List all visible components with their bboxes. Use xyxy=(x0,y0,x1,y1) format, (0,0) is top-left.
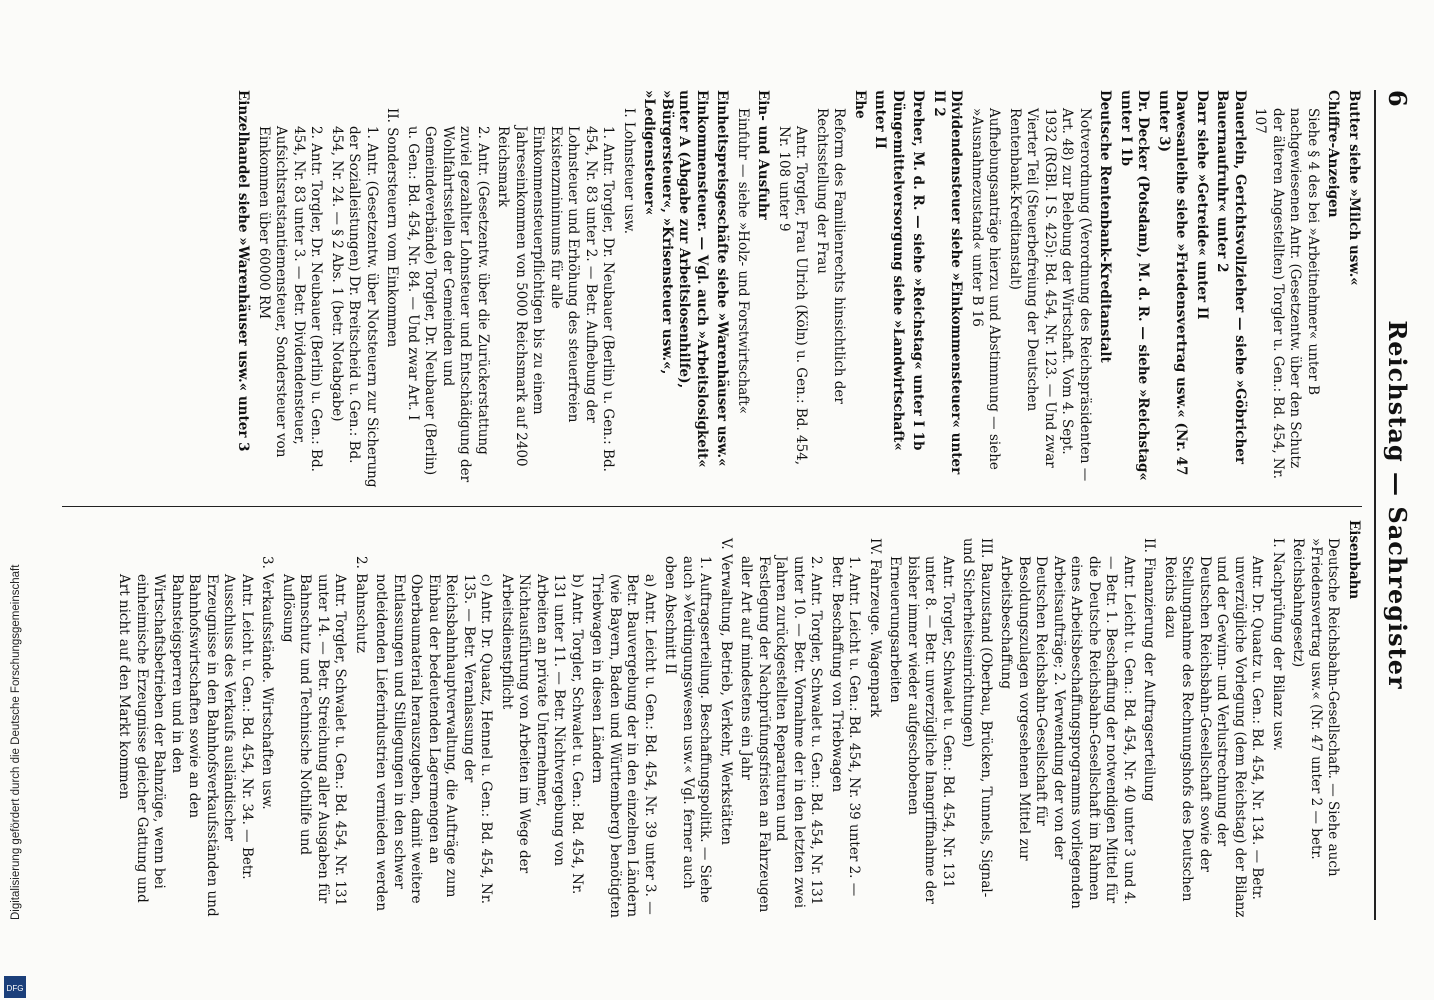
column-separator xyxy=(62,506,1362,507)
left-column-entry: Deutsche Rentenbank-Kreditanstalt xyxy=(1097,90,1114,363)
right-column-entry: III. Bauzustand (Oberbau, Brücken, Tunnels, Signal- und Sicherheitseinrichtungen) xyxy=(960,538,994,898)
left-column-entry: I. Lohnsteuer usw. xyxy=(621,108,637,235)
right-column-entry: b) Antr. Torgler, Schwalet u. Gen.: Bd. 454, Nr. 131 unter 11. — Betr. Nichtvergebung von Arbeiten an private Unternehmer, Nichtausführung von Arbeiten im Wege der Arbeitsdienstpflicht xyxy=(499,574,585,895)
left-column xyxy=(231,90,1362,490)
page-number: 6 xyxy=(1383,90,1412,107)
right-column xyxy=(112,520,1362,920)
right-column-entry: IV. Fahrzeuge. Wagenpark xyxy=(867,538,883,718)
left-column-entry: Dawesanleihe siehe »Friedensvertrag usw.« (Nr. 47 unter 3) xyxy=(1156,90,1190,476)
left-column-entry: Einkommensteuer. — Vgl. auch »Arbeitslosigkeit« unter A (Abgabe zur Arbeitslosenhilfe), »Bürgersteuer«, »Krisensteuer usw.«, »Ledigensteuer« xyxy=(641,90,710,468)
left-column-entry: Düngemittelversorgung siehe »Landwirtschaft« unter II xyxy=(872,90,906,451)
left-column-entry: Ehe xyxy=(852,90,868,119)
left-column-entry: Dr. Decker (Potsdam), M. d. R. — siehe »Reichstag« unter I 1b xyxy=(1118,90,1152,481)
left-column-entry: II. Sondersteuern vom Einkommen xyxy=(384,108,401,348)
left-column-entry: Dauerlein, Gerichtsvollzieher — siehe »Göbricher Bauernaufruhr« unter 2 xyxy=(1214,90,1248,464)
right-column-entry: 2. Antr. Torgler, Schwalet u. Gen.: Bd. 454, Nr. 131 unter 10. — Betr. Vornahme der in den letzten zwei Jahren zurückgestellten Reparaturen und Festlegung der Nachprüfungsfristen an Fahrzeugen aller Art auf mindestens ein Jahr xyxy=(738,556,825,913)
right-column-entry: 1. Auftragserteilung. Beschaffungspolitik. — Siehe auch »Verdingungswesen usw.« Vgl. ferner auch oben Abschnitt II xyxy=(662,556,714,903)
right-column-entry: Antr. Torgler, Schwalet u. Gen.: Bd. 454, Nr. 131 unter 8. — Betr. unverzügliche Inangriffnahme der bisher immer wieder aufgeschobenen Erneuerungsarbeiten xyxy=(887,556,956,904)
right-column-entry: Antr. Leicht u. Gen.: Bd. 454, Nr. 40 unter 3 und 4. — Betr. 1. Beschaffung der notwendigen Mittel für die Deutsche Reichsbahn-Gesellschaft im Rahmen eines Arbeitsbeschaffungsprogramms vorliegenden Arbeitsaufträge; 2. Verwendung der von der Deutschen Reichsbahn-Gesellschaft für Besoldungszulagen vorgesehenen Mittel zur Arbeitsbeschaffung xyxy=(998,556,1137,909)
left-column-entry: Einfuhr — siehe »Holz- und Forstwirtschaft« xyxy=(735,108,751,414)
left-column-entry: Notverordnung (Verordnung des Reichspräsidenten — Art. 48) zur Belebung der Wirtschaft. Vom 4. Sept. 1932 (RGBl. I S. 425): Bd. 454, Nr. 123. — Und zwar Vierter Teil (Steuerbefreiung der Deutschen Rentenbank-Kreditanstalt) xyxy=(1007,108,1093,482)
left-column-entry: Reform des Familienrechts hinsichtlich der Rechtsstellung der Frau xyxy=(814,108,848,404)
page-title: Reichstag — Sachregister xyxy=(1383,320,1412,690)
left-column-entry: Chiffre-Anzeigen xyxy=(1325,90,1342,218)
right-column-entry: I. Nachprüfung der Bilanz usw. xyxy=(1270,538,1286,752)
right-column-entry: 3. Verkaufsstände. Wirtschaften usw. xyxy=(259,556,276,810)
dfg-credit-bar xyxy=(0,930,36,1000)
left-column-entry: Aufhebungsanträge hierzu und Abstimmung — siehe »Ausnahmezustand« unter B 16 xyxy=(969,108,1003,470)
left-column-entry: 1. Antr. (Gesetzentw. über Notsteuern zur Sicherung der Sozialleistungen) Dr. Breitscheid u. Gen.: Bd. 454, Nr. 24. — § 2 Abs. 1 (betr. Notabgabe) xyxy=(329,126,380,488)
left-column-entry: Einzelhandel siehe »Warenhäuser usw.« unter 3 xyxy=(235,90,252,452)
page-header xyxy=(1378,90,1418,920)
dfg-logo-icon xyxy=(4,976,26,998)
left-column-entry: Einheitspreisgeschäfte siehe »Warenhäuser usw.« xyxy=(714,90,731,467)
right-column-entry: Antr. Dr. Quaatz u. Gen.: Bd. 454, Nr. 134. — Betr. unverzügliche Vorlegung (dem Reichstag) der Bilanz und der Gewinn- und Verlustrechnung der Deutschen Reichsbahn-Gesellschaft sowie der Stellungnahme des Rechnungshofs des Deutschen Reichs dazu xyxy=(1162,556,1266,918)
right-column-entry: 2. Bahnschutz xyxy=(353,556,369,653)
footer-credit: Digitalisierung gefördert durch die Deutsche Forschungsgemeinschaft xyxy=(10,564,22,920)
right-column-entry: a) Antr. Leicht u. Gen.: Bd. 454, Nr. 39 unter 3. — Betr. Bauvergebung der in den einzelnen Ländern (wie Bayern, Baden und Württemberg) benötigten Triebwagen in diesen Ländern xyxy=(589,574,658,918)
header-rule xyxy=(1374,90,1376,920)
left-column-entry: Dreher, M. d. R. — siehe »Reichstag« unter I 1b xyxy=(910,90,927,451)
left-column-entry: Ein- und Ausfuhr xyxy=(755,90,772,220)
right-column-entry: II. Finanzierung der Auftragserteilung xyxy=(1141,538,1158,802)
left-column-entry: 2. Antr. (Gesetzentw. über die Zurückerstattung zuviel gezahlter Lohnsteuer und Entschädigung der Wohlfahrtsstellen der Gemeinden und Gemeindeverbände) Torgler, Dr. Neubauer (Berlin) u. Gen.: Bd. 454, Nr. 84. — Und zwar Art. I xyxy=(405,126,491,483)
svg-text:DFG: DFG xyxy=(6,984,24,993)
left-column-entry: Dividendensteuer siehe »Einkommensteuer« unter II 2 xyxy=(931,90,965,475)
right-column-entry: 1. Antr. Leicht u. Gen.: Bd. 454, Nr. 39 unter 2. — Betr. Beschaffung von Triebwagen xyxy=(829,556,863,897)
left-column-entry: Darr siehe »Getreide« unter II xyxy=(1194,90,1210,320)
right-column-entry: V. Verwaltung, Betrieb, Verkehr, Werkstätten xyxy=(718,538,734,845)
right-column-entry: c) Antr. Dr. Quaatz, Hennel u. Gen.: Bd. 454, Nr. 135. — Betr. Veranlassung der Reichsbahnhauptverwaltung, die Aufträge zum Einbau der bedeutenden Lagermengen an Oberbaumaterial herauszugeben, damit weitere Entlassungen und Stillegungen in den schwer notleidenden Lieferindustrien vermieden werden xyxy=(373,574,495,912)
left-column-entry: Siehe § 4 des bei »Arbeitnehmer« unter B nachgewiesenen Antr. (Gesetzentw. über den Schutz der älteren Angestellten) Torgler u. Gen.: Bd. 454, Nr. 107 xyxy=(1252,108,1321,479)
left-column-entry: Antr. Torgler, Frau Ulrich (Köln) u. Gen.: Bd. 454, Nr. 108 unter 9 xyxy=(776,126,810,466)
right-column-entry: Eisenbahn xyxy=(1346,520,1362,600)
right-column-entry: Deutsche Reichsbahn-Gesellschaft. — Siehe auch »Friedensvertrag usw.« (Nr. 47 unter 2 — betr. Reichsbahngesetz) xyxy=(1290,538,1342,877)
left-column-entry: 2. Antr. Torgler, Dr. Neubauer (Berlin) u. Gen.: Bd. 454, Nr. 83 unter 3. — Betr. Dividendensteuer, Aufsichtsratstantiemensteuer, Sondersteuer von Einkommen über 60000 RM xyxy=(256,126,325,472)
left-column-entry: 1. Antr. Torgler, Dr. Neubauer (Berlin) u. Gen.: Bd. 454, Nr. 83 unter 2. — Betr. Aufhebung der Lohnsteuer und Erhöhung des steuerfreien Existenzminimums für alle Einkommensteuerpflichtigen bis zu einem Jahreseinkommen von 5000 Reichsmark auf 2400 Reichsmark xyxy=(495,126,617,472)
right-column-entry: Antr. Torgler, Schwalet u. Gen.: Bd. 454, Nr. 131 unter 14. — Betr. Streichung aller Ausgaben für Bahnschutz und Technische Nothilfe und Auflösung xyxy=(280,574,349,907)
left-column-entry: Butter siehe »Milch usw.« xyxy=(1346,90,1362,286)
right-column-entry: Antr. Leicht u. Gen.: Bd. 454, Nr. 34. — Betr. Ausschluss des Verkaufs ausländischer Erzeugnisse in den Bahnhofsverkaufsständen und Bahnhofswirtschaften sowie an den Bahnsteigsperren und in den Wirtschaftsbetrieben der Bahnzüge, wenn bei einheimische Erzeugnisse gleicher Gattung und Art nicht auf den Markt kommen xyxy=(116,574,255,917)
